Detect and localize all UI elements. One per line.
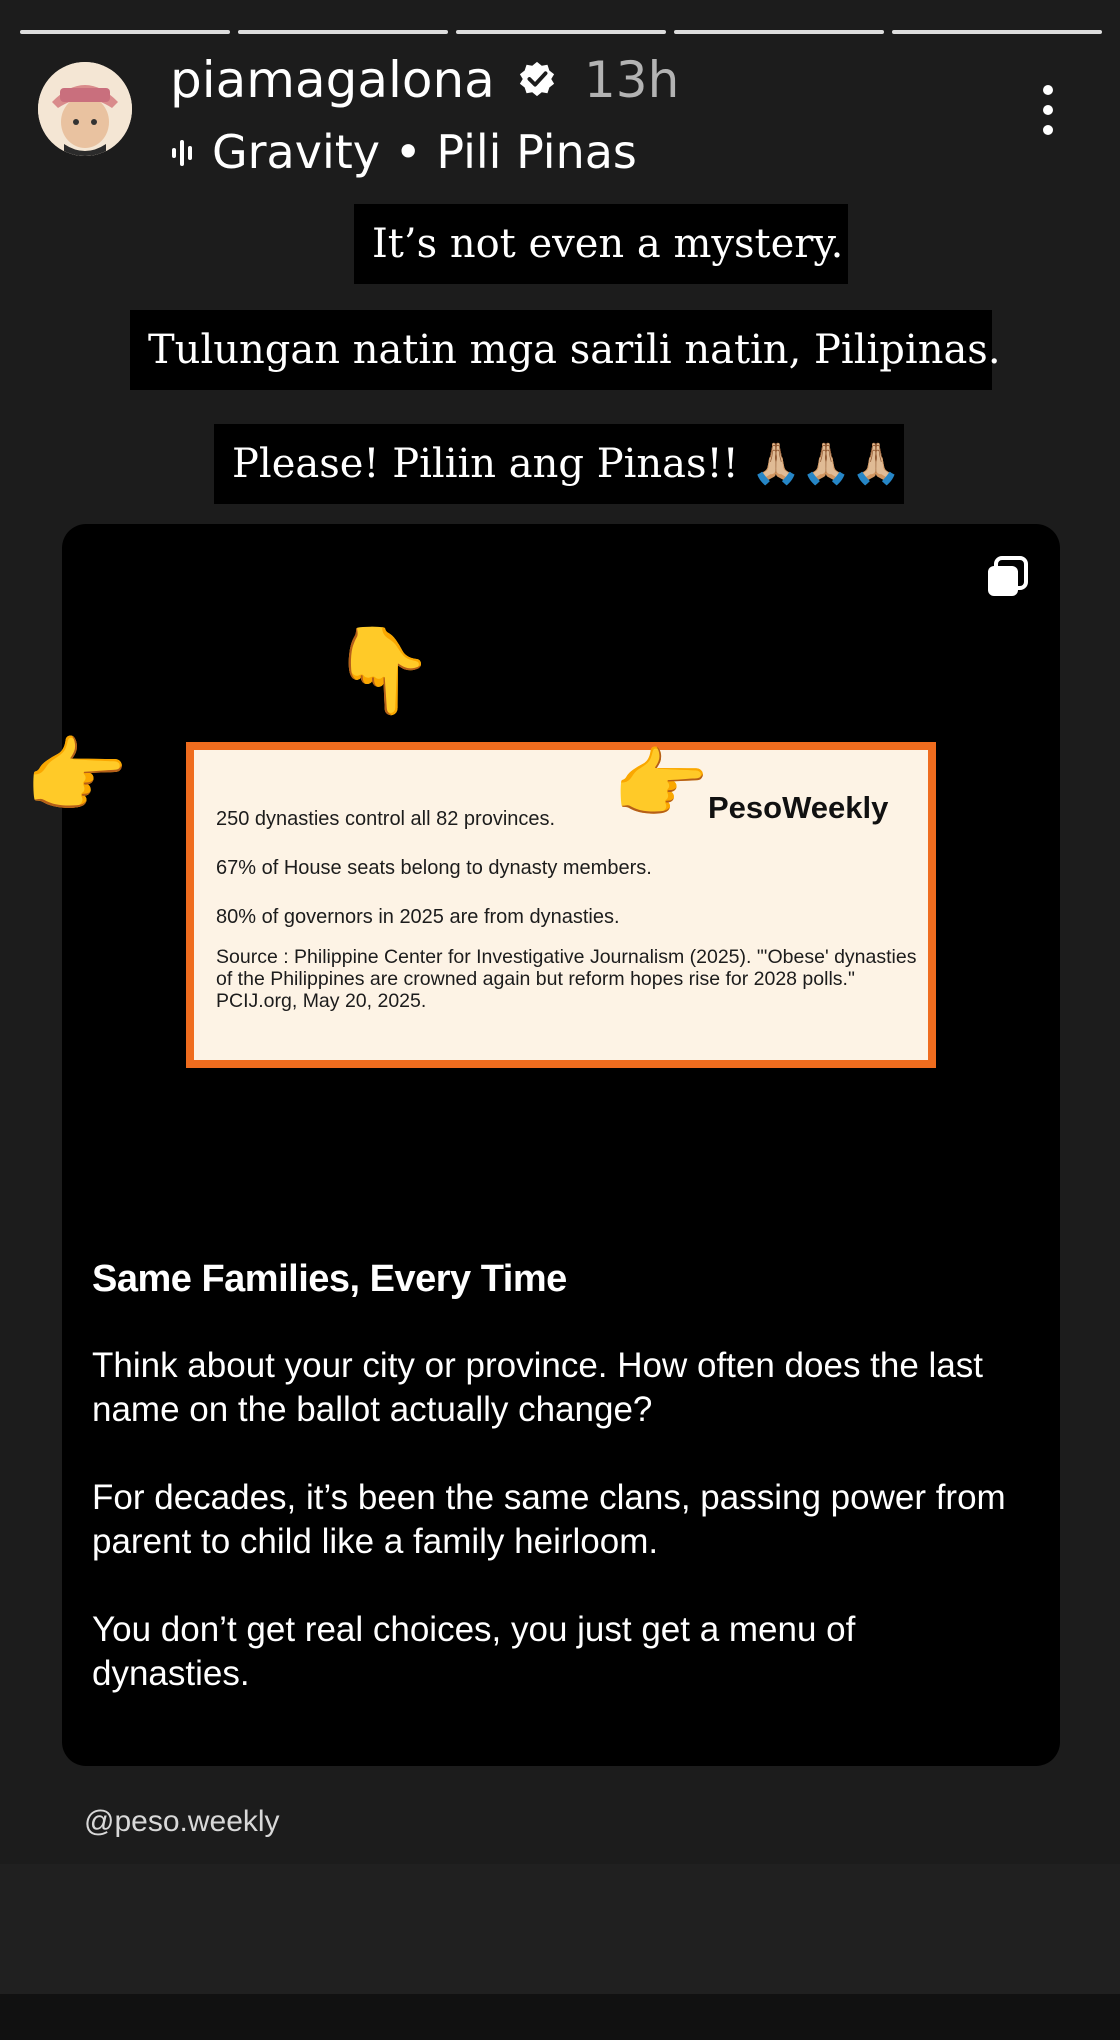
avatar[interactable] xyxy=(38,62,132,156)
avatar-image xyxy=(38,62,132,156)
story-progress-bar xyxy=(20,30,1102,34)
stat-line: 80% of governors in 2025 are from dynasties. xyxy=(216,906,620,928)
post-time: 13h xyxy=(584,51,680,109)
caption-3: Please! Piliin ang Pinas!! 🙏🏼🙏🏼🙏🏼 xyxy=(214,424,904,504)
caption-2: Tulungan natin mga sarili natin, Pilipinas. xyxy=(130,310,992,390)
stat-line: 250 dynasties control all 82 provinces. xyxy=(216,808,556,830)
post-paragraph: Think about your city or province. How often does the last name on the ballot actually change? xyxy=(92,1346,984,1429)
music-title: Gravity • Pili Pinas xyxy=(212,125,637,179)
bottom-bar xyxy=(0,1994,1120,2040)
audio-bars-icon xyxy=(170,136,200,168)
caption-1: It’s not even a mystery. xyxy=(354,204,848,284)
more-vertical-icon[interactable] xyxy=(1030,82,1066,138)
multiple-posts-icon xyxy=(984,554,1030,600)
post-author-handle[interactable]: @peso.weekly xyxy=(84,1805,280,1838)
story-footer xyxy=(0,1864,1120,1994)
source-citation: Source : Philippine Center for Investigative Journalism (2025). "'Obese' dynasties of the Philippines are crowned again but reform hopes rise for 2028 polls." PCIJ.org, May 20, 2025. xyxy=(216,946,917,1012)
music-info[interactable] xyxy=(170,122,637,182)
verified-badge-icon xyxy=(518,60,556,98)
brand-logo: PesoWeekly xyxy=(708,790,889,825)
username[interactable]: piamagalona xyxy=(170,51,495,109)
stat-line: 67% of House seats belong to dynasty members. xyxy=(216,857,652,879)
pointer-right-sticker: 👉 xyxy=(24,727,129,825)
pointer-down-sticker: 👇 xyxy=(330,621,435,719)
progress-segment xyxy=(674,30,884,34)
shared-post-card[interactable] xyxy=(24,524,1060,1766)
post-title: Same Families, Every Time xyxy=(92,1258,567,1300)
progress-segment xyxy=(892,30,1102,34)
post-paragraph: You don’t get real choices, you just get a menu of dynasties. xyxy=(92,1610,856,1693)
pointer-right-sticker: 👉 xyxy=(612,740,710,830)
post-paragraph: For decades, it’s been the same clans, passing power from parent to child like a family heirloom. xyxy=(92,1478,1006,1561)
progress-segment xyxy=(238,30,448,34)
progress-segment xyxy=(456,30,666,34)
progress-segment xyxy=(20,30,230,34)
stats-infobox xyxy=(186,742,936,1068)
